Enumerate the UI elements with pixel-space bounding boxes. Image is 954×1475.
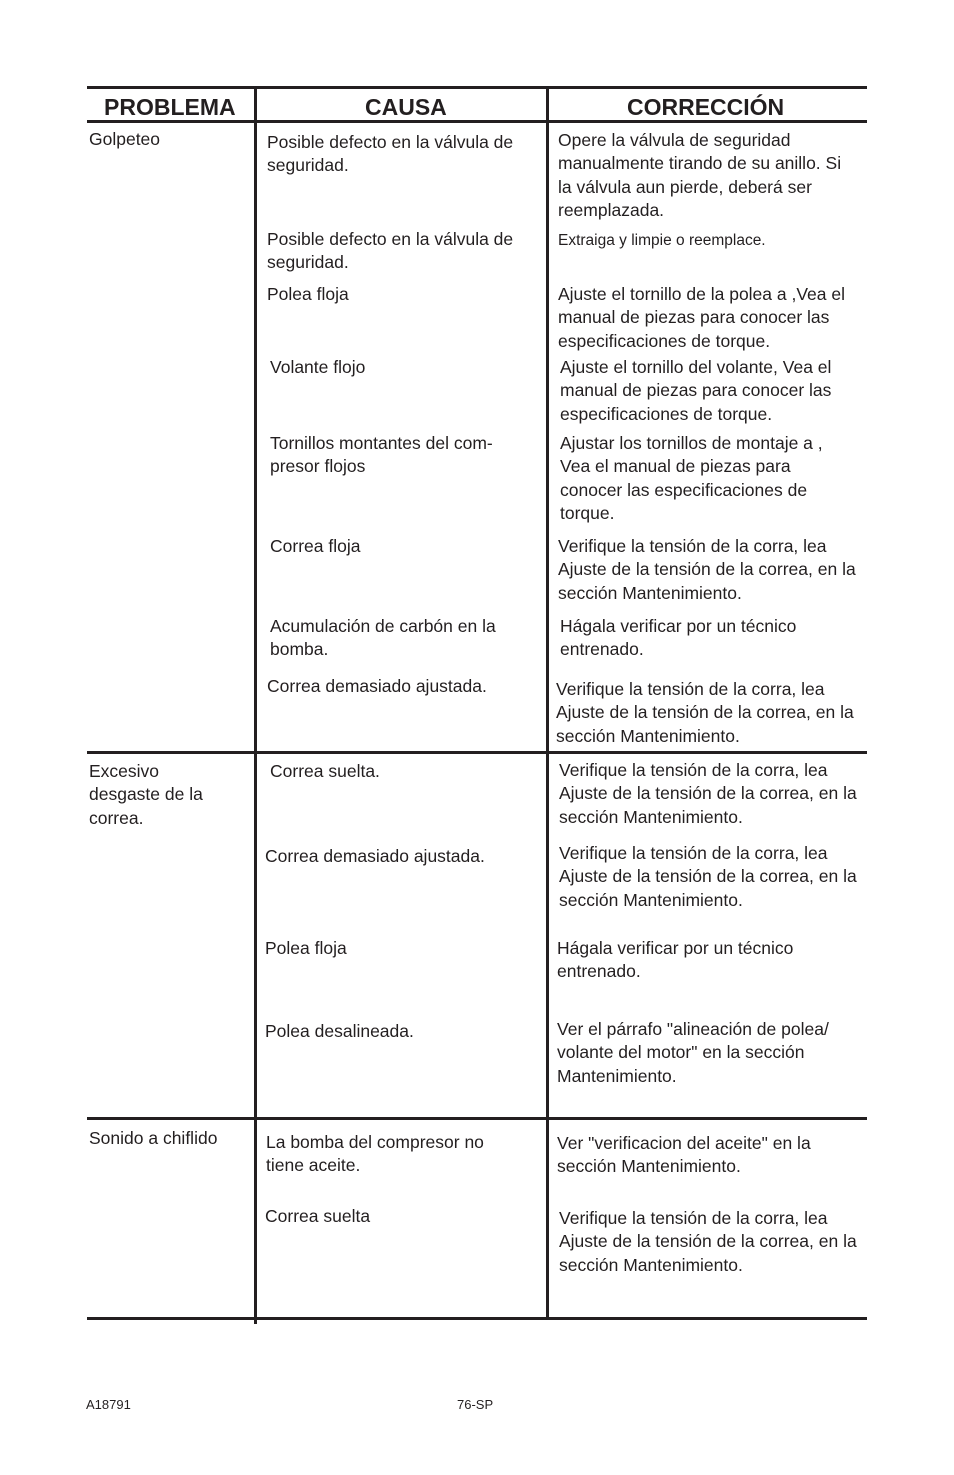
cause-1-5: Tornillos montantes del com- presor flojos (270, 433, 493, 477)
section-divider-2 (87, 1117, 867, 1120)
correction-1-4: Ajuste el tornillo del volante, Vea el manual de piezas para conocer las especificaciones de torque. (560, 357, 832, 424)
cause-1-3: Polea floja (267, 284, 349, 304)
column-divider-1 (254, 88, 257, 1324)
correction-3-2: Verifique la tensión de la corra, lea Ajuste de la tensión de la correa, en la sección Mantenimiento. (559, 1208, 857, 1275)
column-divider-2 (546, 88, 549, 1320)
correction-2-3: Hágala verificar por un técnico entrenado. (557, 938, 794, 982)
table-top-rule (87, 86, 867, 89)
correction-2-2: Verifique la tensión de la corra, lea Ajuste de la tensión de la correa, en la sección Mantenimiento. (559, 843, 857, 910)
header-problema: PROBLEMA (104, 94, 236, 120)
document-code: A18791 (86, 1397, 131, 1412)
cause-1-6: Correa floja (270, 536, 361, 556)
correction-1-7: Hágala verificar por un técnico entrenado. (560, 616, 797, 660)
correction-1-2: Extraiga y limpie o reemplace. (558, 232, 766, 249)
cause-2-1: Correa suelta. (270, 761, 380, 781)
cause-1-7: Acumulación de carbón en la bomba. (270, 616, 496, 660)
header-causa: CAUSA (365, 94, 447, 120)
correction-1-6: Verifique la tensión de la corra, lea Ajuste de la tensión de la correa, en la sección Mantenimiento. (558, 536, 856, 603)
cause-3-1: La bomba del compresor no tiene aceite. (266, 1132, 484, 1176)
correction-1-3: Ajuste el tornillo de la polea a ,Vea el manual de piezas para conocer las especificaciones de torque. (558, 284, 845, 351)
correction-1-5: Ajustar los tornillos de montaje a , Vea el manual de piezas para conocer las especificaciones de torque. (560, 433, 823, 523)
cause-1-4: Volante flojo (270, 357, 366, 377)
cause-1-1: Posible defecto en la válvula de seguridad. (267, 132, 514, 176)
cause-1-2: Posible defecto en la válvula de seguridad. (267, 229, 514, 273)
correction-2-4: Ver el párrafo "alineación de polea/ volante del motor" en la sección Mantenimiento. (557, 1019, 829, 1086)
problem-sonido-chiflido: Sonido a chiflido (89, 1128, 218, 1148)
correction-1-8: Verifique la tensión de la corra, lea Ajuste de la tensión de la correa, en la sección Mantenimiento. (556, 679, 854, 746)
section-divider-1 (87, 751, 867, 754)
page-number: 76-SP (457, 1397, 494, 1412)
correction-2-1: Verifique la tensión de la corra, lea Ajuste de la tensión de la correa, en la sección Mantenimiento. (559, 760, 857, 827)
cause-2-4: Polea desalineada. (265, 1021, 414, 1041)
correction-1-1: Opere la válvula de seguridad manualmente tirando de su anillo. Si la válvula aun pierde, deberá ser reemplazada. (558, 130, 842, 220)
table-bottom-rule (87, 1317, 867, 1320)
cause-3-2: Correa suelta (265, 1206, 371, 1226)
correction-3-1: Ver "verificacion del aceite" en la sección Mantenimiento. (557, 1133, 811, 1177)
problem-excesivo-desgaste: Excesivo desgaste de la correa. (89, 761, 203, 828)
header-correccion: CORRECCIÓN (627, 94, 785, 120)
cause-2-2: Correa demasiado ajustada. (265, 846, 485, 866)
problem-golpeteo: Golpeteo (89, 129, 161, 149)
cause-1-8: Correa demasiado ajustada. (267, 676, 487, 696)
cause-2-3: Polea floja (265, 938, 347, 958)
